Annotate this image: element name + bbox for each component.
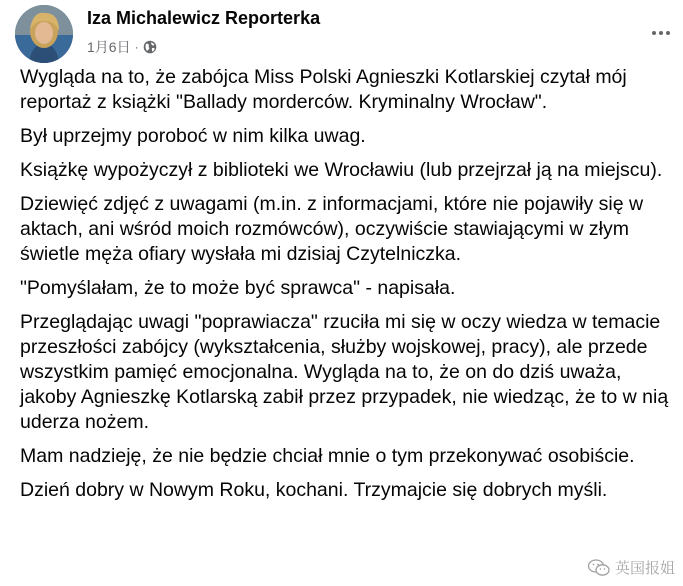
avatar-photo <box>15 5 73 63</box>
post-paragraph: Wygląda na to, że zabójca Miss Polski Agnieszki Kotlarskiej czytał mój reportaż z książki "Ballady morderców. Kryminalny Wrocław". <box>20 66 627 113</box>
watermark-text: 英国报姐 <box>614 560 675 577</box>
post-body <box>20 65 680 512</box>
post-paragraph: Przeglądając uwagi "poprawiacza" rzuciła mi się w oczy wiedza w temacie przeszłości zabójcy (wykształcenia, służby wojskowej, pracy), ale przede wszystkim pamięć emocjonalna. Wygląda na to, że on do dziś uważa, jakoby Agnieszkę Kotlarską zabił przez przypadek, nie wiedząc, że to w nią uderza nożem. <box>20 311 669 433</box>
post-paragraph: Był uprzejmy poroboć w nim kilka uwag. <box>20 125 366 147</box>
post-date[interactable]: 1月6日 <box>87 39 131 55</box>
post-meta <box>87 37 157 57</box>
avatar[interactable] <box>15 5 73 63</box>
more-options-icon[interactable] <box>647 23 675 43</box>
author-name[interactable]: Iza Michalewicz Reporterka <box>87 8 321 28</box>
post-paragraph: Mam nadzieję, że nie będzie chciał mnie o tym przekonywać osobiście. <box>20 445 635 467</box>
post-paragraph: Dzień dobry w Nowym Roku, kochani. Trzymajcie się dobrych myśli. <box>20 479 608 501</box>
watermark <box>588 557 675 578</box>
post-paragraph: "Pomyślałam, że to może być sprawca" - napisała. <box>20 277 456 299</box>
globe-icon <box>143 40 157 54</box>
wechat-icon <box>588 559 610 577</box>
post-paragraph: Dziewięć zdjęć z uwagami (m.in. z informacjami, które nie pojawiły się w aktach, ani wśród moich rozmówców), oczywiście stawiającymi w złym świetle męża ofiary wysłała mi dzisiaj Czytelniczka. <box>20 193 644 265</box>
post-paragraph: Książkę wypożyczył z biblioteki we Wrocławiu (lub przejrzał ją na miejscu). <box>20 159 663 181</box>
meta-separator: · <box>134 40 139 54</box>
post-header <box>15 5 675 61</box>
